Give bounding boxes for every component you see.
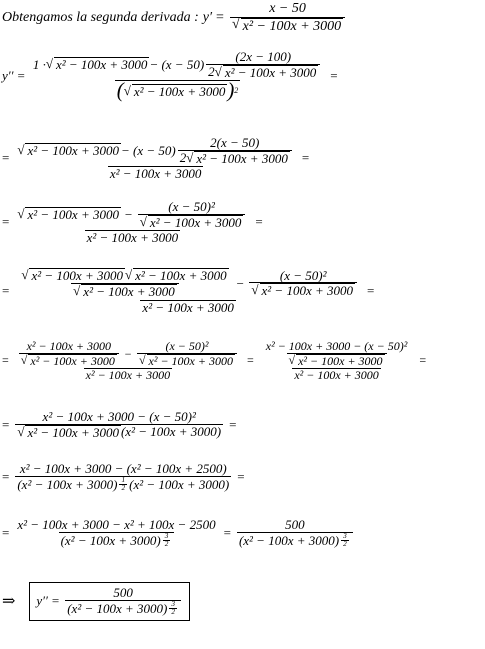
step5-right-fraction: x² − 100x + 3000 − (x − 50)² √ x² − 100x + 3000 x² − 100x + 3000: [265, 339, 408, 382]
final-line: [2, 582, 190, 621]
step8-result-fraction: 500 (x² − 100x + 3000) $\frac{3}{2}$: [237, 518, 353, 549]
step6-fraction: x² − 100x + 3000 − (x − 50)² √ x² − 100x + 3000 (x² − 100x + 3000): [17, 409, 222, 440]
step3-denominator: x² − 100x + 3000: [86, 229, 179, 245]
step2-numerator: √ x² − 100x + 3000 − (x − 50) 2(x − 50) 2 √ x² − 100x + 3000: [15, 136, 295, 166]
step3-fraction: [15, 200, 249, 245]
final-lhs: y′′: [36, 593, 48, 609]
step3-line: = √ x² − 100x + 3000 − (x − 50)² √ x² − 100x + 3000 x² − 100x + 3000 =: [2, 199, 263, 245]
intro-text: Obtengamos la segunda derivada :: [2, 10, 199, 26]
step1-fraction: [31, 50, 324, 102]
step4-numerator: √ x² − 100x + 3000 √ x² − 100x + 3000 √ x² − 100x + 3000 − (x − 50)² √ x² − 100x + 3000: [15, 268, 361, 300]
first-derivative-numerator: x − 50: [269, 1, 306, 16]
y-prime-symbol: y′: [202, 10, 213, 26]
final-fraction: 500 (x² − 100x + 3000) $\frac{3}{2}$: [65, 586, 181, 617]
step3-numerator: √ x² − 100x + 3000 − (x − 50)² √ x² − 100x + 3000: [15, 200, 249, 230]
step7-line: = x² − 100x + 3000 − (x² − 100x + 2500) (x² − 100x + 3000) $\frac{1}{2}$ (x² − 100x + 3000) =: [2, 461, 245, 493]
step2-line: = √ x² − 100x + 3000 − (x − 50) 2(x − 50) 2 √ x² − 100x + 3000 x² − 100x + 3000 =: [2, 135, 310, 181]
y-double-prime-symbol: y′′: [2, 67, 14, 83]
step5-line: = x² − 100x + 3000 √ x² − 100x + 3000 − (x − 50)² √ x² − 100x + 3000 x² − 100x + 3000 = x² − 100x + 3000 − (x − 50)² √ x² − 100x + 3000 x² − 100x + 3000 =: [2, 339, 427, 382]
final-result-box: y′′ = 500 (x² − 100x + 3000) $\frac{3}{2}$: [29, 582, 190, 621]
step7-fraction: x² − 100x + 3000 − (x² − 100x + 2500) (x² − 100x + 3000) $\frac{1}{2}$ (x² − 100x + 3000): [17, 461, 230, 493]
step6-line: = x² − 100x + 3000 − (x − 50)² √ x² − 100x + 3000 (x² − 100x + 3000) =: [2, 409, 237, 440]
step5-left-fraction: x² − 100x + 3000 √ x² − 100x + 3000 − (x − 50)² √ x² − 100x + 3000 x² − 100x + 3000: [15, 340, 241, 381]
step4-denominator: x² − 100x + 3000: [142, 299, 234, 315]
step4-line: = √ x² − 100x + 3000 √ x² − 100x + 3000 √ x² − 100x + 3000 − (x − 50)² √ x² − 100x + 3000 x² − 100x + 3000 =: [2, 267, 375, 315]
first-derivative-denominator: [230, 17, 345, 34]
equals-sign: =: [216, 10, 224, 26]
step2-denominator: x² − 100x + 3000: [109, 165, 202, 181]
step1-denominator: ( √ x² − 100x + 3000 ) 2: [116, 78, 239, 102]
equals-sign: =: [330, 67, 338, 83]
intro-line: [2, 2, 347, 34]
sqrt-expression: √ x² − 100x + 3000: [231, 16, 342, 34]
step8-fraction: x² − 100x + 3000 − x² + 100x − 2500 (x² − 100x + 3000) $\frac{3}{2}$: [17, 517, 216, 549]
step1-line: y′′ = 1 · √ x² − 100x + 3000 − (x − 50) (2x − 100) 2 √ x² − 100x + 3000 ( √ x² − 100x + 3000 ) 2 =: [2, 49, 338, 102]
step4-fraction: [15, 268, 361, 314]
step1-numerator: 1 · √ x² − 100x + 3000 − (x − 50) (2x − 100) 2 √ x² − 100x + 3000: [31, 50, 324, 80]
implies-arrow-icon: ⇒: [2, 593, 16, 611]
step2-fraction: [15, 136, 295, 181]
step8-line: = x² − 100x + 3000 − x² + 100x − 2500 (x² − 100x + 3000) $\frac{3}{2}$ = 500 (x² − 100x + 3000) $\frac{3}{2}$: [2, 518, 355, 549]
first-derivative-fraction: [230, 2, 345, 34]
